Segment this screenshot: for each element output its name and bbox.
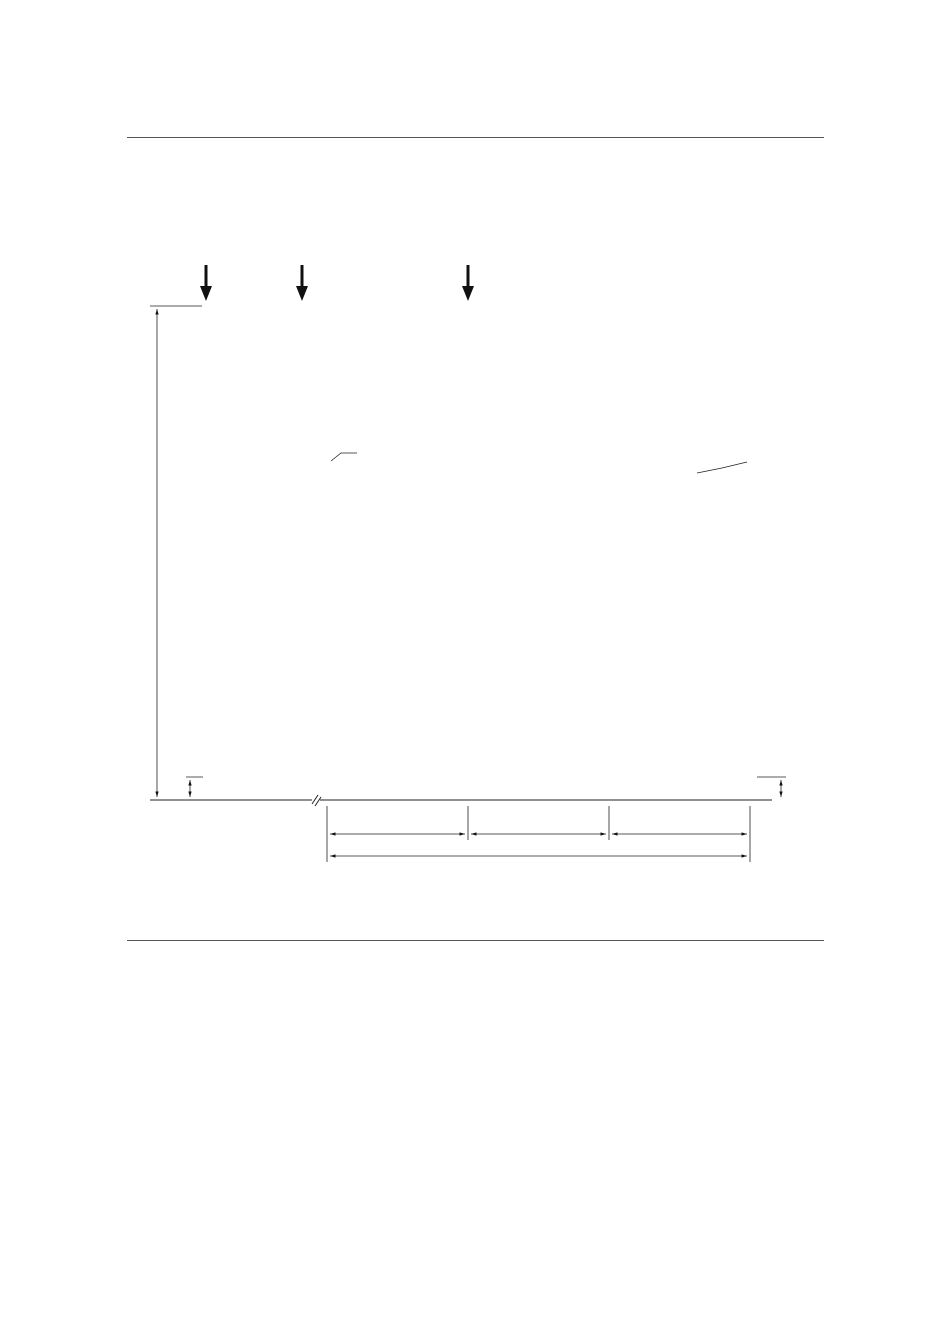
- test-load-arrow: [296, 265, 308, 301]
- test-load-arrow: [462, 265, 474, 301]
- test-load-arrow: [200, 265, 212, 301]
- tie-leader-line: [331, 453, 357, 461]
- break-mark: [312, 795, 321, 806]
